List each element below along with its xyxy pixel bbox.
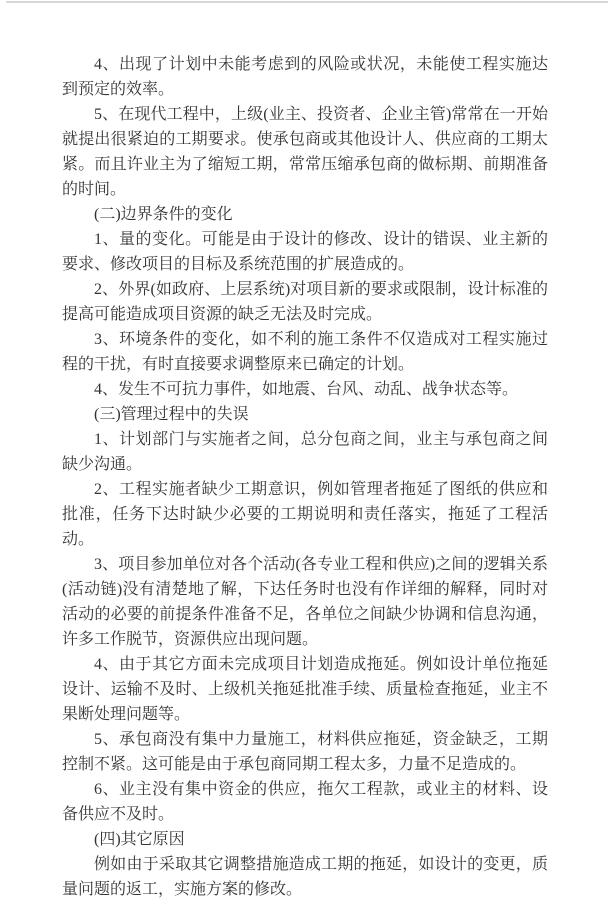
body-paragraph: 6、业主没有集中资金的供应，拖欠工程款，或业主的材料、设备供应不及时。 xyxy=(62,781,548,823)
body-paragraph: 2、工程实施者缺少工期意识，例如管理者拖延了图纸的供应和批准，任务下达时缺少必要的工期说明和责任落实，拖延了工程活动。 xyxy=(62,481,548,548)
body-paragraph: 3、环境条件的变化，如不利的施工条件不仅造成对工程实施过程的干扰，有时直接要求调整原来已确定的计划。 xyxy=(62,331,548,373)
body-paragraph: 2、外界(如政府、上层系统)对项目新的要求或限制，设计标准的提高可能造成项目资源的缺乏无法及时完成。 xyxy=(62,281,548,323)
body-paragraph: 3、项目参加单位对各个活动(各专业工程和供应)之间的逻辑关系(活动链)没有清楚地了解，下达任务时也没有作详细的解释，同时对活动的必要的前提条件准备不足，各单位之间缺少协调和信息沟通，许多工作脱节，资源供应出现问题。 xyxy=(62,556,548,648)
body-paragraph: 例如由于采取其它调整措施造成工期的拖延，如设计的变更，质量问题的返工，实施方案的修改。 xyxy=(62,856,548,898)
body-paragraph: 4、发生不可抗力事件，如地震、台风、动乱、战争状态等。 xyxy=(94,381,519,398)
body-paragraph: 1、量的变化。可能是由于设计的修改、设计的错误、业主新的要求、修改项目的目标及系统范围的扩展造成的。 xyxy=(62,231,548,273)
section-heading: (三)管理过程中的失误 xyxy=(94,406,249,423)
document-content xyxy=(62,52,548,902)
section-heading: (四)其它原因 xyxy=(94,831,185,848)
body-paragraph: 4、由于其它方面未完成项目计划造成拖延。例如设计单位拖延设计、运输不及时、上级机关拖延批准手续、质量检查拖延，业主不果断处理问题等。 xyxy=(62,656,548,723)
section-heading: (二)边界条件的变化 xyxy=(94,206,233,223)
body-paragraph: 5、在现代工程中，上级(业主、投资者、企业主管)常常在一开始就提出很紧迫的工期要求。使承包商或其他设计人、供应商的工期太紧。而且许业主为了缩短工期，常常压缩承包商的做标期、前期准备的时间。 xyxy=(62,106,548,198)
body-paragraph: 5、承包商没有集中力量施工，材料供应拖延，资金缺乏，工期控制不紧。这可能是由于承包商同期工程太多，力量不足造成的。 xyxy=(62,731,548,773)
page-top-edge xyxy=(6,1,608,3)
body-paragraph: 4、出现了计划中未能考虑到的风险或状况，未能使工程实施达到预定的效率。 xyxy=(62,56,548,98)
body-paragraph: 1、计划部门与实施者之间，总分包商之间，业主与承包商之间缺少沟通。 xyxy=(62,431,548,473)
